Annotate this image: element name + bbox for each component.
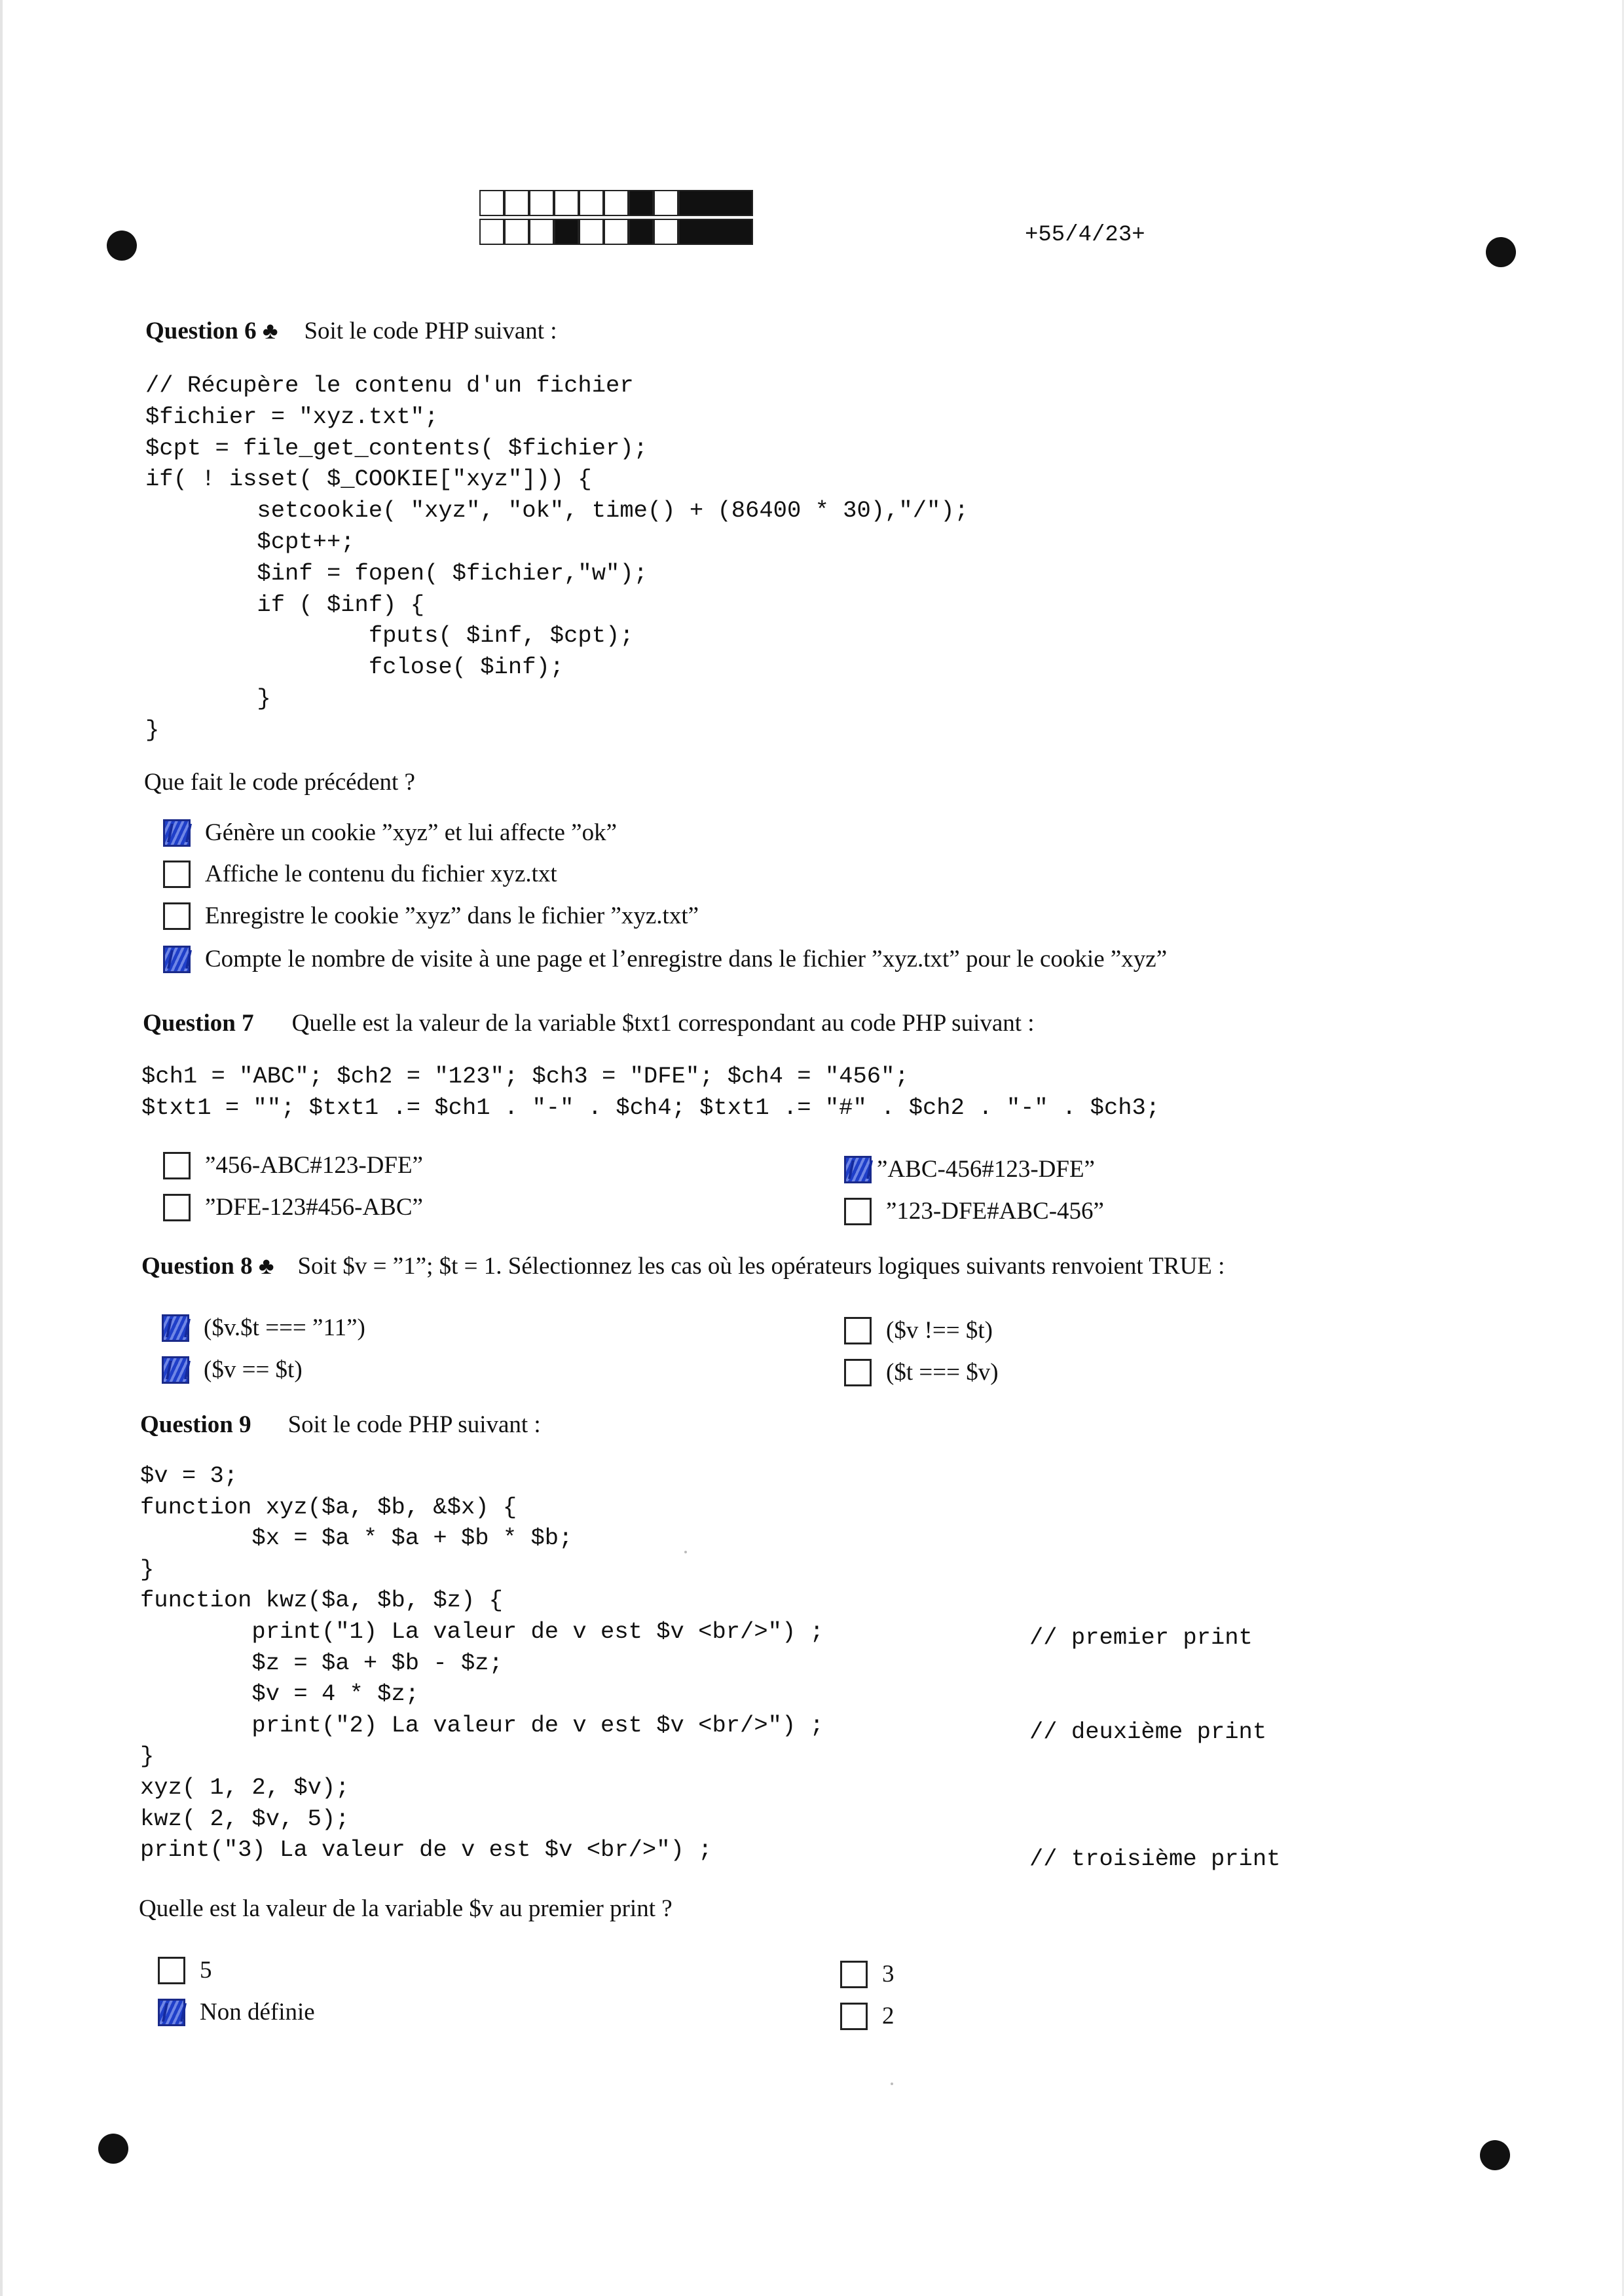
question-6-prompt: Que fait le code précédent ? [144,769,415,796]
registration-mark-top-right [1486,237,1516,267]
answer-label: Affiche le contenu du fichier xyz.txt [205,861,557,887]
question-6-code: // Récupère le contenu d'un fichier $fichier = "xyz.txt"; $cpt = file_get_contents( $fichier); if( ! isset( $_COOKIE["xyz"])) { setcookie( "xyz", "ok", time() + (86400 * 30),"/"); $cpt++; $inf = fopen( $fichier,"w"); if ( $inf) { fputs( $inf, $cpt); fclose( $inf); } } [145,372,969,743]
question-label: Question 7 [143,1010,254,1037]
question-7-header [143,1009,1035,1037]
answer-label: 5 [200,1957,212,1984]
question-9-prompt: Quelle est la valeur de la variable $v au premier print ? [139,1895,673,1922]
barcode-cell-filled [629,190,654,216]
q8-answer-3[interactable] [844,1316,993,1344]
question-text: Soit le code PHP suivant : [304,318,557,344]
barcode-cell-filled [678,219,753,245]
barcode-cell-empty [654,219,678,245]
code-comment-2: // deuxième print [1029,1718,1267,1745]
answer-label: ($t === $v) [886,1359,999,1386]
barcode-cell-empty [504,190,529,216]
answer-label: ($v !== $t) [886,1317,993,1344]
sheet-barcode-row-1 [479,190,778,216]
q7-answer-3[interactable] [844,1155,1095,1183]
q7-answer-2[interactable] [163,1193,423,1221]
q9-answer-3[interactable] [840,1960,895,1988]
checkbox-checked[interactable] [158,1999,185,2026]
q8-answer-2[interactable] [162,1356,303,1384]
q7-answer-4[interactable] [844,1197,1104,1225]
answer-label: 3 [882,1961,895,1988]
answer-label: ”123-DFE#ABC-456” [886,1198,1104,1225]
barcode-cell-empty [579,190,604,216]
checkbox[interactable] [844,1359,872,1386]
checkbox[interactable] [163,1152,191,1179]
scan-speck [684,1551,687,1553]
barcode-cell-empty [479,190,504,216]
barcode-cell-filled [554,219,579,245]
page-edge-left [0,0,3,2296]
checkbox[interactable] [840,2003,868,2030]
barcode-cell-empty [479,219,504,245]
checkbox[interactable] [158,1957,185,1984]
barcode-cell-empty [504,219,529,245]
answer-label: Enregistre le cookie ”xyz” dans le fichier ”xyz.txt” [205,902,699,929]
q6-answer-2[interactable] [163,860,557,888]
q8-answer-1[interactable] [162,1314,365,1342]
q6-answer-4[interactable] [163,945,1167,973]
checkbox[interactable] [844,1317,872,1344]
sheet-barcode-row-2 [479,219,778,245]
checkbox-checked[interactable] [162,1314,189,1342]
question-7-code: $ch1 = "ABC"; $ch2 = "123"; $ch3 = "DFE"; $ch4 = "456"; $txt1 = ""; $txt1 .= $ch1 . "-" . $ch4; $txt1 .= "#" . $ch2 . "-" . $ch3; [141,1063,1160,1121]
code-comment-3: // troisième print [1029,1845,1281,1872]
answer-label: Génère un cookie ”xyz” et lui affecte ”ok” [205,819,617,846]
answer-label: ”456-ABC#123-DFE” [205,1152,423,1179]
answer-label: ($v == $t) [204,1356,303,1383]
answer-label: Compte le nombre de visite à une page et l’enregistre dans le fichier ”xyz.txt” pour le cookie ”xyz” [205,946,1168,972]
question-text: Quelle est la valeur de la variable $txt1 correspondant au code PHP suivant : [291,1010,1035,1037]
club-icon: ♣ [262,318,278,344]
barcode-cell-empty [654,190,678,216]
q6-answer-3[interactable] [163,902,699,930]
question-9-code: $v = 3; function xyz($a, $b, &$x) { $x = $a * $a + $b * $b; } function kwz($a, $b, $z) { print("1) La valeur de v est $v <br/>") ; $z = $a + $b - $z; $v = 4 * $z; print("2) La valeur de v est $v <br/>") ; } xyz( 1, 2, $v); kwz( 2, $v, 5); print("3) La valeur de v est $v <br/>") ; [140,1462,824,1864]
question-label: Question 8 ♣ [141,1253,274,1280]
question-9-header [140,1411,541,1439]
q7-answer-1[interactable] [163,1151,423,1179]
checkbox[interactable] [163,902,191,930]
question-label: Question 6 ♣ [145,318,278,344]
checkbox-checked[interactable] [162,1356,189,1384]
barcode-cell-filled [629,219,654,245]
question-label: Question 9 [140,1411,251,1438]
checkbox[interactable] [844,1198,872,1225]
answer-label: 2 [882,2003,895,2029]
checkbox-checked[interactable] [844,1156,872,1183]
barcode-cell-empty [529,219,554,245]
question-6-header [145,317,557,345]
answer-label: Non définie [200,1999,315,2026]
q6-answer-1[interactable] [163,819,617,847]
barcode-cell-empty [604,219,629,245]
answer-label: ($v.$t === ”11”) [204,1314,365,1341]
scan-speck [891,2083,893,2085]
q9-answer-1[interactable] [158,1956,212,1984]
barcode-cell-empty [604,190,629,216]
q9-answer-4[interactable] [840,2002,895,2030]
q9-answer-2[interactable] [158,1998,315,2026]
registration-mark-bottom-left [98,2134,128,2164]
q8-answer-4[interactable] [844,1358,999,1386]
answer-label: ”DFE-123#456-ABC” [205,1194,423,1221]
barcode-cell-filled [678,190,753,216]
checkbox-checked[interactable] [163,946,191,973]
barcode-cell-empty [529,190,554,216]
code-comment-1: // premier print [1029,1624,1253,1651]
barcode-cell-empty [579,219,604,245]
checkbox[interactable] [163,861,191,888]
answer-label: ”ABC-456#123-DFE” [877,1156,1095,1183]
checkbox[interactable] [163,1194,191,1221]
checkbox-checked[interactable] [163,819,191,847]
page-id: +55/4/23+ [1025,223,1145,248]
club-icon: ♣ [258,1253,274,1279]
barcode-cell-empty [554,190,579,216]
question-text: Soit le code PHP suivant : [287,1411,541,1438]
registration-mark-top-left [107,231,137,261]
question-8-header [141,1252,1225,1280]
checkbox[interactable] [840,1961,868,1988]
question-text: Soit $v = ”1”; $t = 1. Sélectionnez les cas où les opérateurs logiques suivants renvoient TRUE : [297,1253,1225,1280]
registration-mark-bottom-right [1480,2140,1510,2170]
